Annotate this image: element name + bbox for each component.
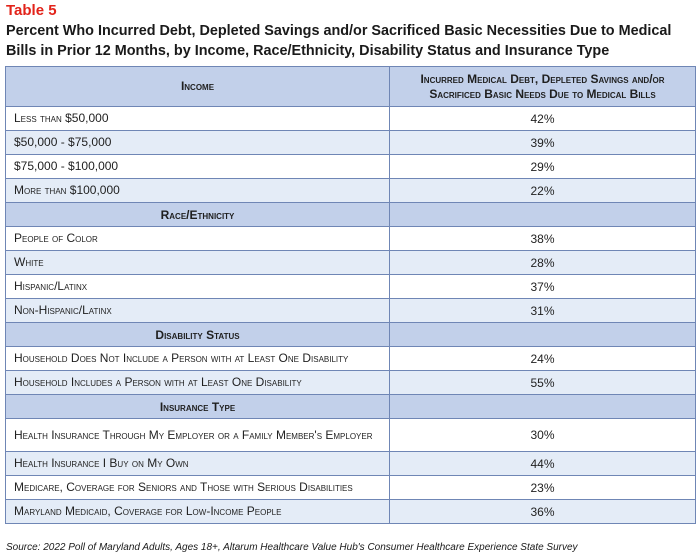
row-value: 38% <box>390 227 696 251</box>
row-value: 55% <box>390 371 696 395</box>
row-label: Maryland Medicaid, Coverage for Low-Income People <box>6 500 390 524</box>
table-row <box>6 476 696 500</box>
row-label: Hispanic/Latinx <box>6 275 390 299</box>
row-value: 44% <box>390 452 696 476</box>
row-value: 30% <box>390 419 696 452</box>
section-heading-spacer <box>390 203 696 227</box>
table-row <box>6 347 696 371</box>
section-header-row <box>6 323 696 347</box>
table-row <box>6 299 696 323</box>
row-label: More than $100,000 <box>6 179 390 203</box>
row-value: 37% <box>390 275 696 299</box>
row-value: 28% <box>390 251 696 275</box>
row-value: 23% <box>390 476 696 500</box>
table-row <box>6 452 696 476</box>
table-row <box>6 155 696 179</box>
table-row <box>6 251 696 275</box>
row-label: People of Color <box>6 227 390 251</box>
row-label: Health Insurance Through My Employer or a Family Member's Employer <box>6 419 390 452</box>
row-label: Non-Hispanic/Latinx <box>6 299 390 323</box>
table-row <box>6 500 696 524</box>
section-heading-spacer <box>390 395 696 419</box>
row-label: White <box>6 251 390 275</box>
column-header-medical-debt: Incurred Medical Debt, Depleted Savings and/or Sacrificed Basic Needs Due to Medical Bills <box>390 67 696 107</box>
row-value: 22% <box>390 179 696 203</box>
table-row <box>6 179 696 203</box>
table-title: Percent Who Incurred Debt, Depleted Savings and/or Sacrificed Basic Necessities Due to Medical Bills in Prior 12 Months, by Income, Race/Ethnicity, Disability Status and Insurance Type <box>6 23 672 59</box>
row-label: Household Does Not Include a Person with at Least One Disability <box>6 347 390 371</box>
table-row <box>6 275 696 299</box>
row-value: 29% <box>390 155 696 179</box>
row-label: Health Insurance I Buy on My Own <box>6 452 390 476</box>
table-number: Table 5 <box>6 2 57 19</box>
row-label: $50,000 - $75,000 <box>6 131 390 155</box>
row-value: 24% <box>390 347 696 371</box>
table-row <box>6 371 696 395</box>
row-value: 36% <box>390 500 696 524</box>
table-row <box>6 131 696 155</box>
section-heading-race: Race/Ethnicity <box>6 203 390 227</box>
section-header-row <box>6 203 696 227</box>
table-row <box>6 419 696 452</box>
row-label: Less than $50,000 <box>6 107 390 131</box>
data-table <box>5 66 696 524</box>
row-value: 31% <box>390 299 696 323</box>
section-heading-insurance: Insurance Type <box>6 395 390 419</box>
row-label: $75,000 - $100,000 <box>6 155 390 179</box>
row-value: 42% <box>390 107 696 131</box>
column-header-income: Income <box>6 67 390 107</box>
source-note: Source: 2022 Poll of Maryland Adults, Ages 18+, Altarum Healthcare Value Hub's Consumer Healthcare Experience State Survey <box>6 542 578 553</box>
section-heading-spacer <box>390 323 696 347</box>
row-value: 39% <box>390 131 696 155</box>
header-row <box>6 67 696 107</box>
section-heading-disability: Disability Status <box>6 323 390 347</box>
table-row <box>6 107 696 131</box>
row-label: Household Includes a Person with at Least One Disability <box>6 371 390 395</box>
row-label: Medicare, Coverage for Seniors and Those with Serious Disabilities <box>6 476 390 500</box>
section-header-row <box>6 395 696 419</box>
table-row <box>6 227 696 251</box>
